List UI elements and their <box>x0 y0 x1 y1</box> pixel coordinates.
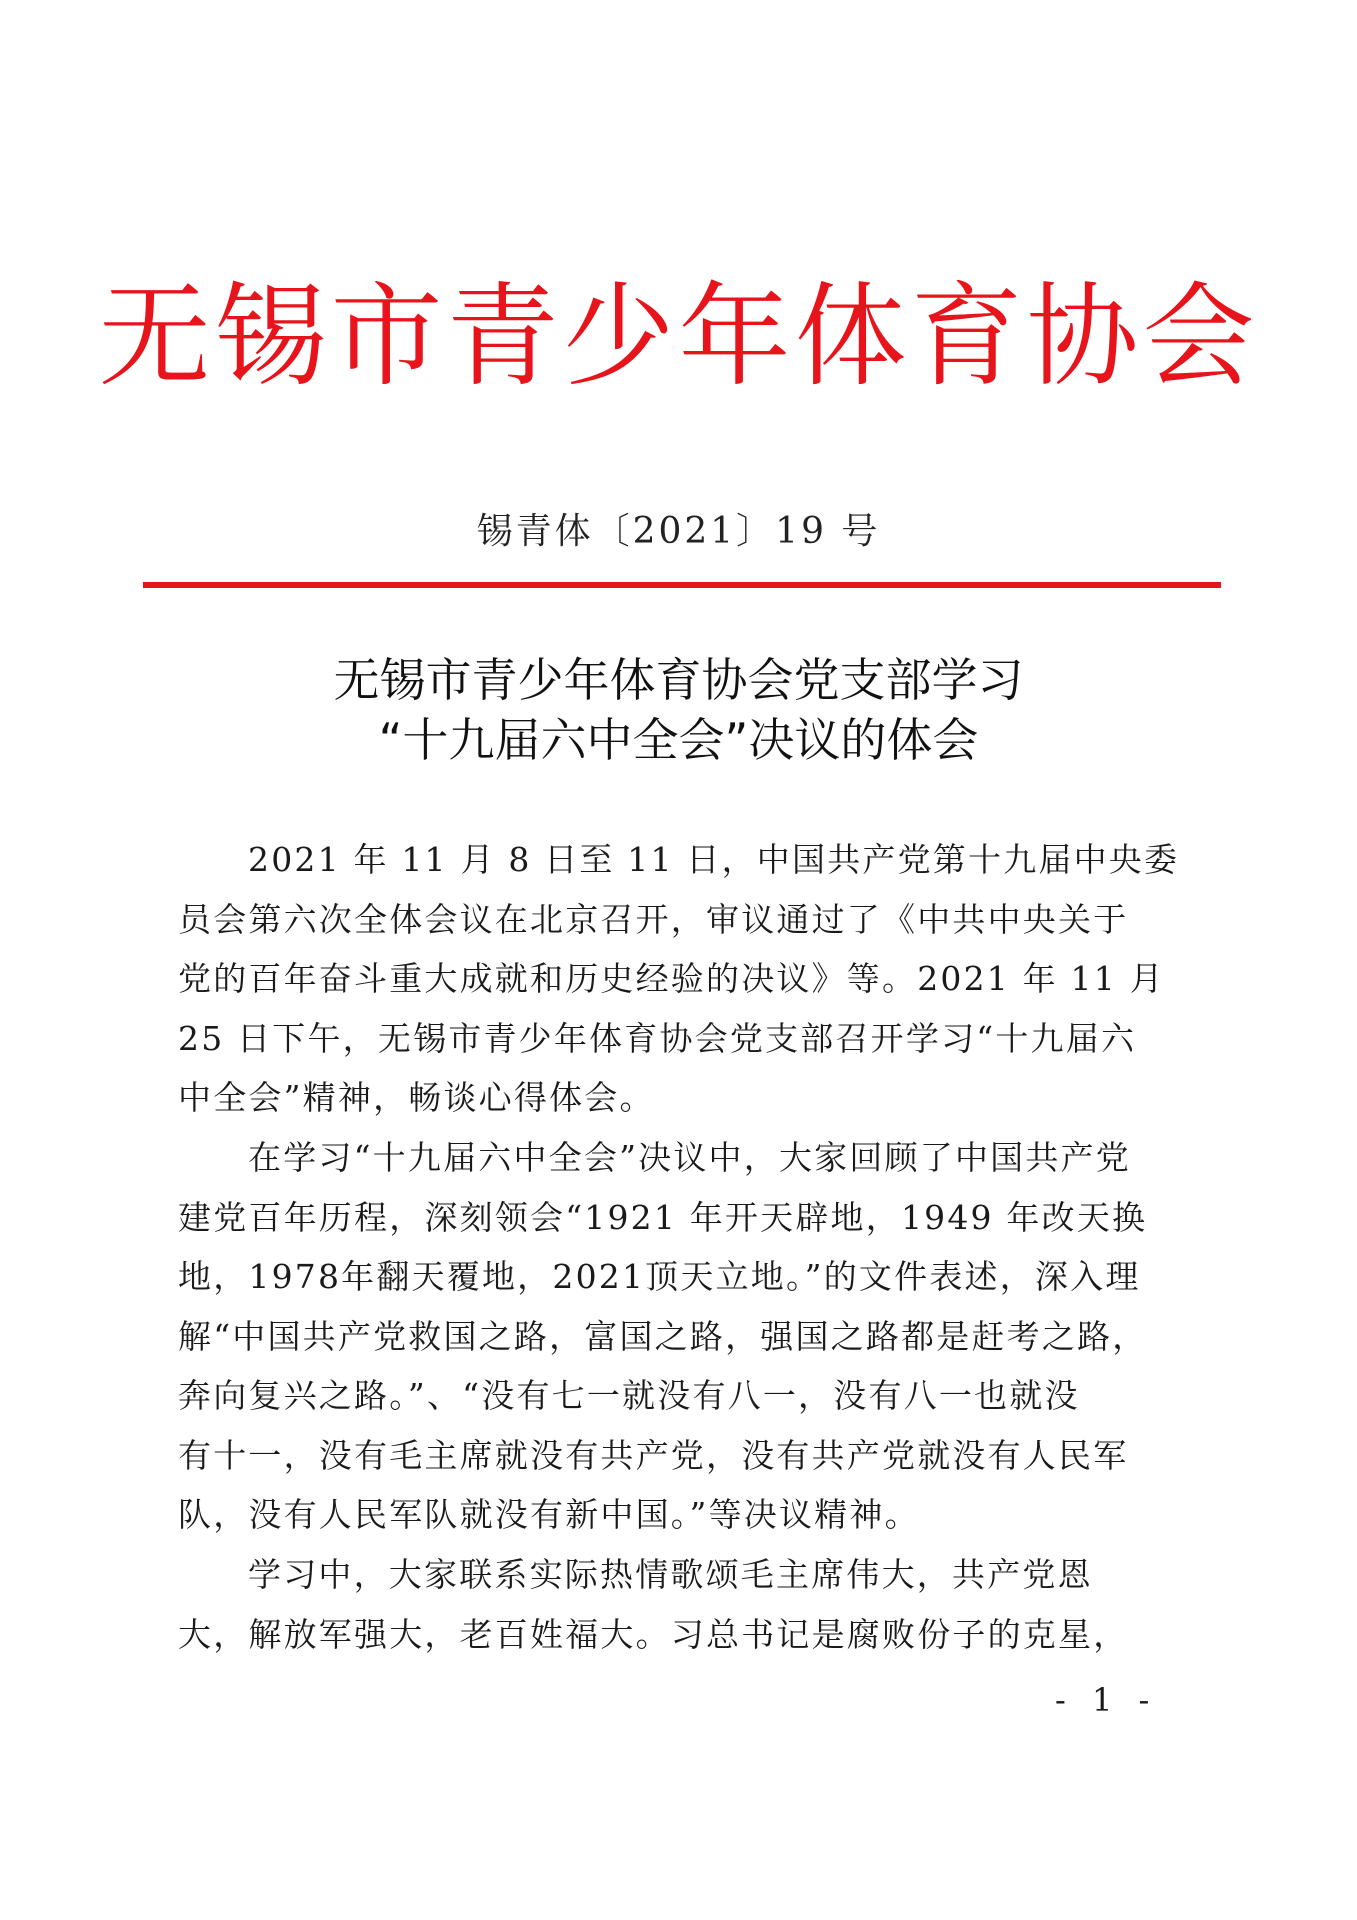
body-line: 中全会”精神，畅谈心得体会。 <box>178 1078 655 1117</box>
body-paragraph-1 <box>178 830 1188 1128</box>
page-number: - 1 - <box>1055 1681 1158 1719</box>
document-title-line-1: 无锡市青少年体育协会党支部学习 <box>333 653 1024 707</box>
body-line: 有十一，没有毛主席就没有共产党，没有共产党就没有人民军 <box>178 1435 1129 1475</box>
body-line: 在学习“十九届六中全会”决议中，大家回顾了中国共产党 <box>248 1138 1131 1177</box>
document-title-line-2: “十九届六中全会”决议的体会 <box>378 713 979 767</box>
body-line: 队，没有人民军队就没有新中国。”等决议精神。 <box>178 1495 920 1534</box>
masthead-org-name: 无锡市青少年体育协会 <box>98 272 1259 402</box>
body-line: 解“中国共产党救国之路，富国之路，强国之路都是赶考之路， <box>178 1316 1148 1356</box>
body-line: 员会第六次全体会议在北京召开，审议通过了《中共中央关于 <box>178 899 1129 939</box>
body-line: 25 日下午，无锡市青少年体育协会党支部召开学习“十九届六 <box>178 1018 1137 1058</box>
body-line: 建党百年历程，深刻领会“1921 年开天辟地，1949 年改天换 <box>178 1197 1148 1237</box>
body-paragraph-3 <box>178 1545 1188 1664</box>
body-line: 学习中，大家联系实际热情歌颂毛主席伟大，共产党恩 <box>248 1555 1093 1594</box>
document-number: 锡青体〔2021〕19 号 <box>476 511 881 552</box>
body-line: 2021 年 11 月 8 日至 11 日，中国共产党第十九届中央委 <box>248 840 1180 879</box>
body-line: 奔向复兴之路。”、“没有七一就没有八一，没有八一也就没 <box>178 1376 1080 1415</box>
body-line: 地，1978年翻天覆地，2021顶天立地。”的文件表述，深入理 <box>178 1257 1141 1296</box>
body-line: 大，解放军强大，老百姓福大。习总书记是腐败份子的克星， <box>178 1614 1129 1654</box>
red-divider-line <box>143 582 1221 588</box>
body-paragraph-2 <box>178 1128 1188 1545</box>
body-line: 党的百年奋斗重大成就和历史经验的决议》等。2021 年 11 月 <box>178 959 1165 998</box>
